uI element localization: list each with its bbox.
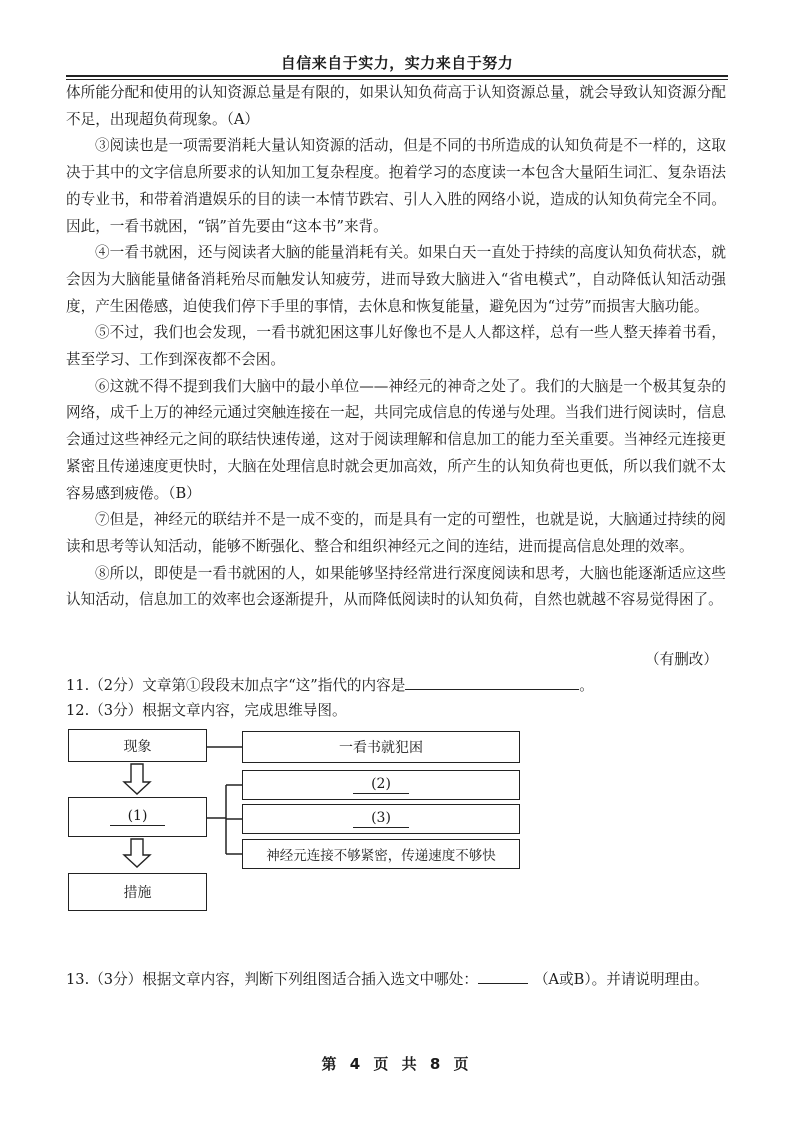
phenomenon-detail-box xyxy=(242,731,520,763)
paragraph-8: ⑧所以，即使是一看书就困的人，如果能够坚持经常进行深度阅读和思考，大脑也能逐渐适应这些认知活动，信息加工的效率也会逐渐提升，从而降低阅读时的认知负荷，自然也就越不容易觉得困了。 xyxy=(66,564,726,609)
question-11 xyxy=(66,673,728,699)
question-13-after: （A或B）。并请说明理由。 xyxy=(533,971,709,988)
question-11-end: 。 xyxy=(579,677,594,694)
measure-label: 措施 xyxy=(123,885,152,901)
reason-neuron-box xyxy=(242,839,520,869)
blank-3-label: (3) xyxy=(353,810,409,828)
page-footer: 第 4 页 共 8 页 xyxy=(321,1055,473,1073)
blank-1-label: (1) xyxy=(110,808,166,826)
page-header-title: 自信来自于实力，实力来自于努力 xyxy=(280,54,514,72)
question-13 xyxy=(66,966,728,994)
answer-blank-11[interactable] xyxy=(405,673,579,690)
answer-blank-13[interactable] xyxy=(478,967,528,984)
paragraph-6: ⑥这就不得不提到我们大脑中的最小单位——神经元的神奇之处了。我们的大脑是一个极其复杂的网络，成千上万的神经元通过突触连接在一起，共同完成信息的传递与处理。当我们进行阅读时，信息会通过这些神经元之间的联结快速传递，这对于阅读理解和信息加工的能力至关重要。当神经元连接更紧密且传递速度更快时，大脑在处理信息时就会更加高效，所产生的认知负荷也更低，所以我们就不太容易感到疲倦。（B） xyxy=(66,377,726,502)
header-rule xyxy=(66,75,728,77)
reason-neuron-label: 神经元连接不够紧密，传递速度不够快 xyxy=(266,848,496,864)
reading-passage xyxy=(66,80,726,614)
paragraph-continued: 体所能分配和使用的认知资源总量是有限的，如果认知负荷高于认知资源总量，就会导致认知资源分配不足，出现超负荷现象。（A） xyxy=(66,84,726,128)
question-13-text: 13.（3分）根据文章内容，判断下列组图适合插入选文中哪处： xyxy=(66,971,478,988)
down-arrow-icon xyxy=(124,764,150,794)
down-arrow-icon xyxy=(124,839,150,867)
mind-map xyxy=(66,727,524,917)
blank-2-label: (2) xyxy=(353,776,409,794)
question-12-text: 12.（3分）根据文章内容，完成思维导图。 xyxy=(66,702,347,719)
phenomenon-detail-label: 一看书就犯困 xyxy=(339,740,423,756)
question-12 xyxy=(66,698,728,724)
phenomenon-label: 现象 xyxy=(123,738,152,755)
phenomenon-box xyxy=(68,729,207,762)
question-11-text: 11.（2分）文章第①段段末加点字“这”指代的内容是 xyxy=(66,677,406,694)
reason-blank-1-box[interactable] xyxy=(68,797,207,837)
reason-blank-3-box[interactable] xyxy=(242,804,520,834)
measure-box xyxy=(68,873,207,911)
paragraph-7: ⑦但是，神经元的联结并不是一成不变的，而是具有一定的可塑性，也就是说，大脑通过持续的阅读和思考等认知活动，能够不断强化、整合和组织神经元之间的连结，进而提高信息处理的效率。 xyxy=(66,511,726,555)
paragraph-5: ⑤不过，我们也会发现，一看书就犯困这事儿好像也不是人人都这样，总有一些人整天捧着书看，甚至学习、工作到深夜都不会困。 xyxy=(66,324,726,369)
paragraph-3: ③阅读也是一项需要消耗大量认知资源的活动，但是不同的书所造成的认知负荷是不一样的，这取决于其中的文字信息所要求的认知加工复杂程度。抱着学习的态度读一本包含大量陌生词汇、复杂语法的专业书，和带着消遣娱乐的目的读一本情节跌宕、引人入胜的网络小说，造成的认知负荷完全不同。因此，一看书就困，“锅”首先要由“这本书”来背。 xyxy=(66,137,726,235)
source-note: （有删改） xyxy=(645,651,718,668)
reason-blank-2-box[interactable] xyxy=(242,770,520,800)
paragraph-4: ④一看书就困，还与阅读者大脑的能量消耗有关。如果白天一直处于持续的高度认知负荷状态，就会因为大脑能量储备消耗殆尽而触发认知疲劳，进而导致大脑进入“省电模式”，自动降低认知活动强度，产生困倦感，迫使我们停下手里的事情，去休息和恢复能量，避免因为“过劳”而损害大脑功能。 xyxy=(66,244,726,315)
